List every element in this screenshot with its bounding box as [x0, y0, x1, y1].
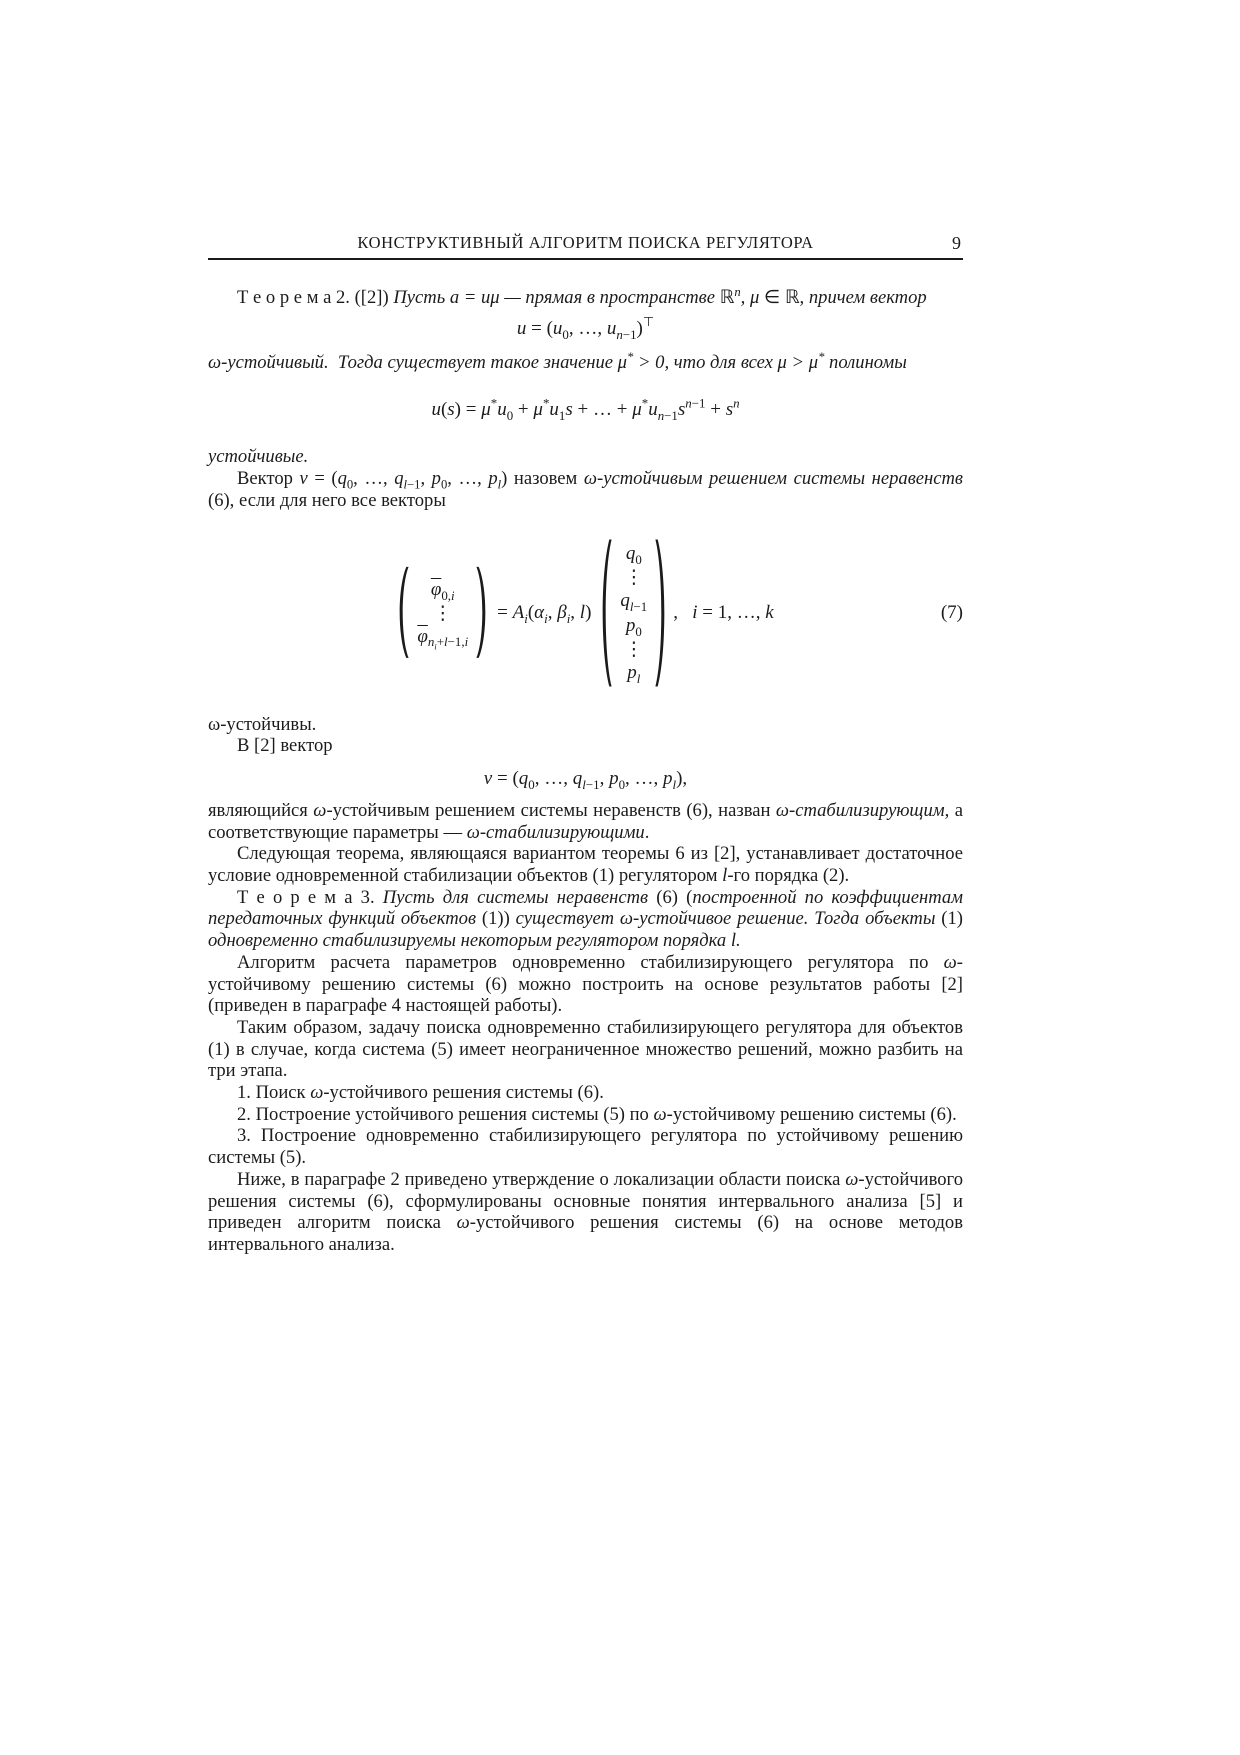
list-item-1: 1. Поиск ω-устойчивого решения системы (6). [237, 1082, 604, 1104]
paragraph-in-ref2: В [2] вектор [237, 735, 333, 757]
matrix-cell: $q_0$ [625, 542, 642, 567]
left-vector-body [410, 566, 475, 659]
matrix-cell: $p_l$ [627, 661, 641, 686]
page-content [208, 231, 963, 1256]
paragraph-theorem2: Т е о р е м а 2. ([2]) Пусть a = uμ — прямая в пространстве ℝ$^n$, μ ∈ ℝ, причем вектор [237, 284, 927, 308]
equation-polynomial: $u(s) = \mu^*u_0 + \mu^*u_1s$ + … + $\mu^*u_{n-1}s^{n-1} + s^n$ [431, 396, 740, 424]
equation-7 [208, 538, 963, 688]
vertical-dots: ⋮ [624, 637, 644, 660]
vertical-dots: ⋮ [624, 565, 644, 588]
matrix-cell: $q_{l-1}$ [620, 589, 648, 614]
running-head [208, 231, 963, 255]
left-vector [397, 566, 488, 659]
matrix-cell: $\overline{\varphi}_{0,i}$ [430, 578, 455, 603]
paragraph-omega-stable-condition: ω-устойчивый. Тогда существует такое значение μ* > 0, что для всех μ > μ* полиномы [208, 349, 907, 373]
paragraph-omega-stable: ω-устойчивы. [208, 713, 317, 735]
right-vector [600, 538, 667, 688]
page-number: 9 [952, 233, 961, 253]
list-item-3: 3. Построение одновременно стабилизирующего регулятора по устойчивому решению системы (5). [208, 1125, 963, 1169]
paragraph-below: Ниже, в параграфе 2 приведено утверждение о локализации области поиска ω-устойчивого решения системы (6), сформулированы основные понятия интервального анализа [5] и приведен алгоритм поиска ω-устойчивого решения системы (6) на основе методов интервального анализа. [208, 1168, 963, 1255]
left-paren [397, 566, 410, 659]
right-vector-body [613, 538, 654, 688]
list-item-2: 2. Построение устойчивого решения системы (5) по ω-устойчивому решению системы (6). [237, 1103, 957, 1125]
paragraph-being-solution: являющийся ω-устойчивым решением системы неравенств (6), назван ω-стабилизирующим, а соответствующие параметры — ω-стабилизирующими. [208, 799, 963, 843]
paragraph-theorem3: Т е о р е м а 3. Пусть для системы неравенств (6) (построенной по коэффициентам передаточных функций объектов (1)) существует ω-устойчивое решение. Тогда объекты (1) одновременно стабилизируемы некоторым регулятором порядка l. [208, 886, 964, 952]
equation-v-vector: $v = (q_0$, …, $q_{l-1}$, $p_0$, …, $p_l$), [483, 767, 688, 792]
paragraph-next-theorem: Следующая теорема, являющаяся вариантом теоремы 6 из [2], устанавливает достаточное условие одновременной стабилизации объектов (1) регулятором l-го порядка (2). [208, 843, 963, 887]
paragraph-stable-word: устойчивые. [208, 446, 309, 468]
matrix-cell: $p_0$ [625, 614, 642, 639]
vertical-dots: ⋮ [433, 601, 453, 624]
paragraph-thus: Таким образом, задачу поиска одновременно стабилизирующего регулятора для объектов (1) в случае, когда система (5) имеет неограниченное множество решений, можно разбить на три этапа. [208, 1016, 963, 1082]
right-paren [654, 538, 667, 688]
paragraph-algorithm: Алгоритм расчета параметров одновременно стабилизирующего регулятора по ω-устойчивому решению системы (6) можно построить на основе результатов работы [2] (приведен в параграфе 4 настоящей работы). [208, 951, 963, 1017]
matrix-cell: $\overline{\varphi}_{n_i+l-1,i}$ [417, 625, 469, 652]
left-paren [600, 538, 613, 688]
equation-u-vector: $u = (u_0$, …, $u_{n-1})^⊤$ [516, 315, 655, 342]
equation-number: (7) [940, 601, 963, 623]
running-head-title: КОНСТРУКТИВНЫЙ АЛГОРИТМ ПОИСКА РЕГУЛЯТОРА [357, 233, 814, 252]
header-rule [208, 258, 963, 260]
right-paren [475, 566, 488, 659]
equation-7-operator: = $A_i(\alpha_i$, $\beta_i$, l) [497, 601, 592, 626]
paragraph-vector-definition: Вектор $v = (q_0$, …, $q_{l-1}$, $p_0$, …, $p_l$) назовем ω-устойчивым решением системы неравенств (6), если для него все векторы [208, 468, 964, 511]
equation-7-index-range: , i = 1, …, k [673, 601, 774, 623]
